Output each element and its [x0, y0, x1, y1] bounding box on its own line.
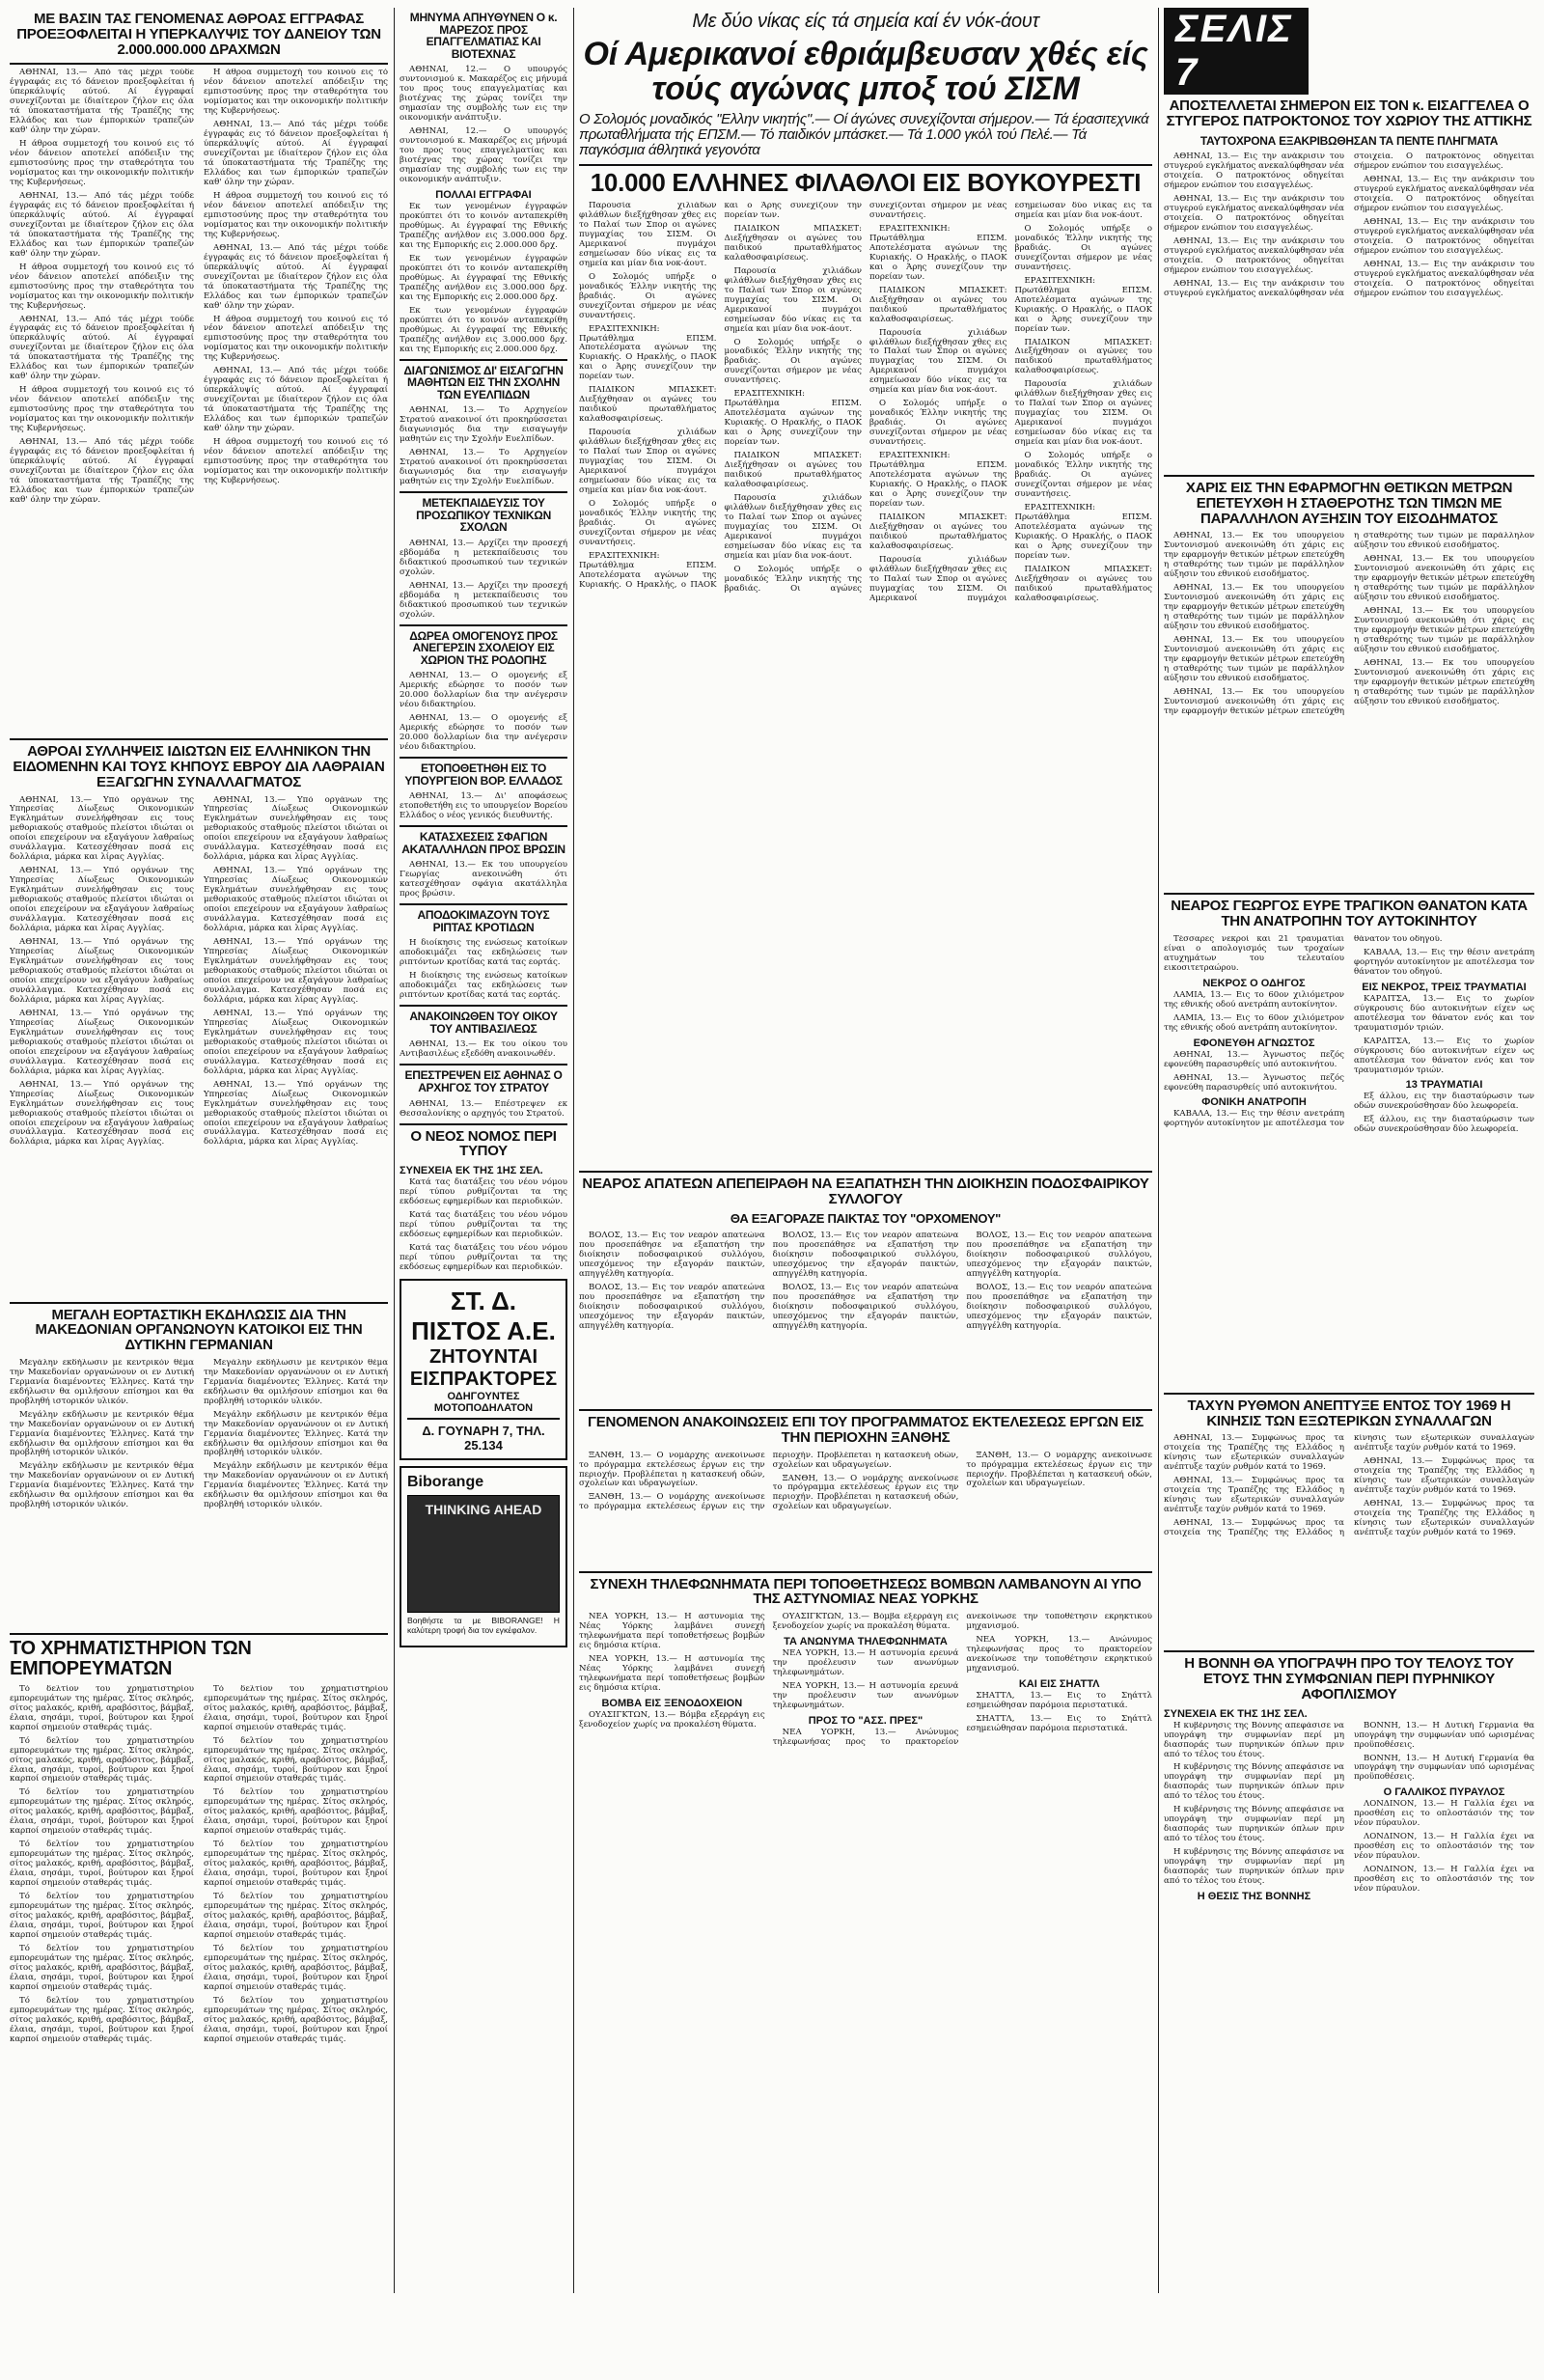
headline: ΜΕΓΑΛΗ ΕΟΡΤΑΣΤΙΚΗ ΕΚΔΗΛΩΣΙΣ ΔΙΑ ΤΗΝ ΜΑΚΕΔΟΝΙΑΝ ΟΡΓΑΝΩΝΟΥΝ ΚΑΤΟΙΚΟΙ ΕΙΣ ΤΗΝ ΔΥΤΙΚΗΝ ΓΕΡΜΑΝΙΑΝ	[35, 1306, 363, 1353]
paragraph: Τό δελτίον του χρηματιστηρίου εμπορευμάτων της ημέρας. Σίτος σκληρός, σίτος μαλακός, κριθή, αραβόσιτος, βάμβαξ, έλαια, σησάμι, τυροί, βούτυρον και ξηροί καρποί σημειούν σταθεράς τιμάς.	[204, 1735, 388, 1785]
subheadline: ΘΑ ΕΞΑΓΟΡΑΖΕ ΠΑΙΚΤΑΣ ΤΟΥ "ΟΡΧΟΜΕΝΟΥ"	[730, 1211, 1002, 1227]
article-body	[10, 69, 388, 734]
headline: ΜΕ ΒΑΣΙΝ ΤΑΣ ΓΕΝΟΜΕΝΑΣ ΑΘΡΟΑΣ ΕΓΓΡΑΦΑΣ ΠΡΟΕΞΟΦΛΕΙΤΑΙ Η ΥΠΕΡΚΑΛΥΨΙΣ ΤΟΥ ΔΑΝΕΙΟΥ ΤΩΝ 2.000.000.000 ΔΡΑΧΜΩΝ	[16, 11, 381, 58]
paragraph: ΚΑΡΔΙΤΣΑ, 13.— Εις το χωρίον σύγκρουσις δύο αυτοκινήτων είχεν ως αποτέλεσμα τον θάνατον ενός και τον τραυματισμόν τριών.	[1354, 993, 1534, 1033]
paragraph: ΠΑΙΔΙΚΟΝ ΜΠΑΣΚΕΤ: Διεξήχθησαν οι αγώνες του παιδικού πρωταθλήματος καλαθοσφαιρίσεως.	[869, 285, 1007, 324]
article-body	[1164, 532, 1534, 889]
paragraph: ΒΟΛΟΣ, 13.— Εις τον νεαρόν απατεώνα που προσεπάθησε να εξαπατήση την διοίκησιν ποδοσφαιρικού συλλόγου, υπεσχόμενος την εξαγοράν παικτών, απηγγέλθη κατηγορία.	[579, 1232, 765, 1279]
paragraph: Παρουσία χιλιάδων φιλάθλων διεξήχθησαν χθες εις το Παλαί των Σπορ οι αγώνες πυγμαχίας του ΣΙΣΜ. Οι Αμερικανοί πυγμάχοι εσημείωσαν δύο νίκας εις τα σημεία και μίαν δια νοκ-άουτ.	[724, 265, 862, 334]
column-left	[10, 8, 388, 2380]
paragraph: Τό δελτίον του χρηματιστηρίου εμπορευμάτων της ημέρας. Σίτος σκληρός, σίτος μαλακός, κριθή, αραβόσιτος, βάμβαξ, έλαια, σησάμι, τυροί, βούτυρον και ξηροί καρποί σημειούν σταθεράς τιμάς.	[10, 1735, 194, 1785]
paragraph: ΑΘΗΝΑΙ, 13.— Εις την ανάκρισιν του στυγερού εγκλήματος ανεκαλύφθησαν νέα στοιχεία. Ο πατροκτόνος οδηγείται σήμερον ενώπιον του εισαγγελέως.	[1354, 259, 1534, 298]
paragraph: Εξ άλλου, εις την διασταύρωσιν των οδών συνεκρούσθησαν δύο λεωφορεία.	[1354, 1092, 1534, 1112]
paragraph: Εκ των γενομένων έγγραφών προκύπτει ότι το κοινόν ανταπεκρίθη προθύμως. Αι έγγραφαί της Εθνικής Τραπέζης ανήλθον εις 3.000.000 δρχ. και της Εμπορικής εις 2.000.000 δρχ.	[400, 305, 567, 354]
paragraph: ΞΑΝΘΗ, 13.— Ο νομάρχης ανεκοίνωσε το πρόγραμμα εκτελέσεως έργων εις την περιοχήν. Προβλέπεται η κατασκευή οδών, σχολείων και υδραγωγείων.	[772, 1473, 959, 1512]
headline: ΓΕΝΟΜΕΝΟΝ ΑΝΑΚΟΙΝΩΣΕΙΣ ΕΠΙ ΤΟΥ ΠΡΟΓΡΑΜΜΑΤΟΣ ΕΚΤΕΛΕΣΕΩΣ ΕΡΓΩΝ ΕΙΣ ΤΗΝ ΠΕΡΙΟΧΗΝ ΞΑΝΘΗΣ	[588, 1414, 1144, 1446]
paragraph: Ο Σολομός υπήρξε ο μοναδικός Έλλην νικητής της βραδιάς. Οι αγώνες συνεχίζονται σήμερον με νέας συναντήσεις.	[724, 337, 862, 386]
paragraph: ΣΗΑΤΤΛ, 13.— Εις το Σηάττλ εσημειώθησαν παρόμοια περιστατικά.	[966, 1690, 1152, 1710]
paragraph: Εκ των γενομένων έγγραφών προκύπτει ότι το κοινόν ανταπεκρίθη προθύμως. Αι έγγραφαί της Εθνικής Τραπέζης ανήλθον εις 3.000.000 δρχ. και της Εμπορικής εις 2.000.000 δρχ.	[400, 253, 567, 302]
paragraph: ΚΑΒΑΛΑ, 13.— Εις την θέσιν ανετράπη φορτηγόν αυτοκίνητον με αποτέλεσμα τον θάνατον του οδηγού.	[1354, 947, 1534, 977]
ad-title: ΣΤ. Δ. ΠΙΣΤΟΣ Α.Ε.	[411, 1286, 556, 1345]
paragraph: Η διοίκησις της ενώσεως κατοίκων αποδοκιμάζει τας εκδηλώσεις των ριπτόντων κροτίδας κατά τας εορτάς.	[400, 938, 567, 968]
paragraph: ΒΟΛΟΣ, 13.— Εις τον νεαρόν απατεώνα που προσεπάθησε να εξαπατήση την διοίκησιν ποδοσφαιρικού συλλόγου, υπεσχόμενος την εξαγοράν παικτών, απηγγέλθη κατηγορία.	[579, 1282, 765, 1331]
headline: ΧΑΡΙΣ ΕΙΣ ΤΗΝ ΕΦΑΡΜΟΓΗΝ ΘΕΤΙΚΩΝ ΜΕΤΡΩΝ ΕΠΕΤΕΥΧΘΗ Η ΣΤΑΘΕΡΟΤΗΣ ΤΩΝ ΤΙΜΩΝ ΜΕ ΠΑΡΑΛΛΗΛΟΝ ΑΥΞΗΣΙΝ ΤΟΥ ΕΙΣΟΔΗΜΑΤΟΣ	[1185, 480, 1513, 527]
paragraph: Ο Σολομός υπήρξε ο μοναδικός Έλλην νικητής της βραδιάς. Οι αγώνες συνεχίζονται σήμερον με νέας συναντήσεις.	[579, 499, 717, 547]
paragraph: Ο Σολομός υπήρξε ο μοναδικός Έλλην νικητής της βραδιάς. Οι αγώνες συνεχίζονται σήμερον με νέας συναντήσεις.	[579, 271, 717, 320]
paragraph: Κατά τας διατάξεις του νέου νόμου περί τύπου ρυθμίζονται τα της εκδόσεως εφημερίδων και περιοδικών.	[400, 1242, 567, 1272]
paragraph: ΞΑΝΘΗ, 13.— Ο νομάρχης ανεκοίνωσε το πρόγραμμα εκτελέσεως έργων εις την περιοχήν. Προβλέπεται η κατασκευή οδών, σχολείων και υδραγωγείων.	[579, 1451, 959, 1512]
paragraph: ΞΑΝΘΗ, 13.— Ο νομάρχης ανεκοίνωσε το πρόγραμμα εκτελέσεως έργων εις την περιοχήν. Προβλέπεται η κατασκευή οδών, σχολείων και υδραγωγείων.	[579, 1451, 765, 1489]
column-rule	[1158, 8, 1159, 2293]
paragraph: ΑΘΗΝΑΙ, 13.— Άγνωστος πεζός εφονεύθη παρασυρθείς υπό αυτοκινήτου.	[1164, 1049, 1344, 1069]
paragraph: ΠΑΙΔΙΚΟΝ ΜΠΑΣΚΕΤ: Διεξήχθησαν οι αγώνες του παιδικού πρωταθλήματος καλαθοσφαιρίσεως.	[869, 512, 1007, 551]
advertisement-biborange	[400, 1466, 567, 1647]
article-body	[579, 1613, 1152, 2008]
paragraph: ΚΑΡΔΙΤΣΑ, 13.— Εις το χωρίον σύγκρουσις δύο αυτοκινήτων είχεν ως αποτέλεσμα τον θάνατον ενός και τον τραυματισμόν τριών.	[1354, 1036, 1534, 1075]
kicker: Με δύο νίκας είς τά σημεία καί έν νόκ-άουτ	[692, 11, 1039, 32]
main-story	[579, 8, 1152, 2008]
paragraph: Τό δελτίον του χρηματιστηρίου εμπορευμάτων της ημέρας. Σίτος σκληρός, σίτος μαλακός, κριθή, αραβόσιτος, βάμβαξ, έλαια, σησάμι, τυροί, βούτυρον και ξηροί καρποί σημειούν σταθεράς τιμάς.	[204, 1684, 388, 1732]
paragraph: Μεγάλην εκδήλωσιν με κεντρικόν θέμα την Μακεδονίαν οργανώνουν οι εν Δυτική Γερμανία διαμένοντες Έλληνες. Κατά την εκδήλωσιν θα ομιλήσουν επίσημοι και θα προβληθή ιστορικόν υλικόν.	[10, 1461, 194, 1510]
paragraph: Τό δελτίον του χρηματιστηρίου εμπορευμάτων της ημέρας. Σίτος σκληρός, σίτος μαλακός, κριθή, αραβόσιτος, βάμβαξ, έλαια, σησάμι, τυροί, βούτυρον και ξηροί καρποί σημειούν σταθεράς τιμάς.	[10, 1840, 194, 1889]
article-body	[579, 1232, 1152, 1405]
paragraph: Κατά τας διατάξεις του νέου νόμου περί τύπου ρυθμίζονται τα της εκδόσεως εφημερίδων και περιοδικών.	[400, 1177, 567, 1206]
article-body	[1164, 1434, 1534, 1647]
paragraph: ΛΑΜΙΑ, 13.— Εις το 60ον χιλιόμετρον της εθνικής οδού ανετράπη αυτοκίνητον.	[1164, 989, 1344, 1010]
paragraph: ΒΟΛΟΣ, 13.— Εις τον νεαρόν απατεώνα που προσεπάθησε να εξαπατήση την διοίκησιν ποδοσφαιρικού συλλόγου, υπεσχόμενος την εξαγοράν παικτών, απηγγέλθη κατηγορία.	[772, 1232, 959, 1279]
paragraph: ΑΘΗΝΑΙ, 13.— Εκ του υπουργείου Συντονισμού ανεκοινώθη ότι χάρις εις την εφαρμογήν θετικών μέτρων επετεύχθη η σταθερότης των τιμών με παράλληλον αύξησιν του εθνικού εισοδήματος.	[1354, 657, 1534, 706]
paragraph: ΑΘΗΝΑΙ, 13.— Από τάς μέχρι τούδε έγγραφάς εις τό δάνειον προεξοφλείται ή ύπερκάλυψίς αύτού. Αί έγγραφαί συνεχίζονται με ίδιαίτερον ζήλον εις όλα τά ύποκαταστήματα τής Τραπέζης της Ελλάδος και των έμπορικών τραπεζών καθ' όλην την χώραν.	[10, 437, 194, 505]
paragraph: ΠΑΙΔΙΚΟΝ ΜΠΑΣΚΕΤ: Διεξήχθησαν οι αγώνες του παιδικού πρωταθλήματος καλαθοσφαιρίσεως.	[1014, 564, 1152, 603]
paragraph: ΑΘΗΝΑΙ, 13.— Υπό οργάνων της Υπηρεσίας Δίωξεως Οικονομικών Εγκλημάτων συνελήφθησαν εις τους μεθοριακούς σταθμούς πλείστοι ιδιώται οι οποίοι επεχείρουν να εξαγάγουν λαθραίως συνάλλαγμα. Κατεσχέθησαν ποσά εις δολλάρια, μάρκα και λίρας Αγγλίας.	[204, 866, 388, 934]
paragraph: ΒΟΝΝΗ, 13.— Η Δυτική Γερμανία θα υπογράψη την συμφωνίαν υπό ωρισμένας προϋποθέσεις.	[1354, 1721, 1534, 1750]
paragraph: ΑΘΗΝΑΙ, 13.— Συμφώνως προς τα στοιχεία της Τραπέζης της Ελλάδος η κίνησις των εξωτερικών συναλλαγών ανέπτυξε ταχύν ρυθμόν κατά το 1969.	[1354, 1456, 1534, 1496]
headline: ΜΕΤΕΚΠΑΙΔΕΥΣΙΣ ΤΟΥ ΠΡΟΣΩΠΙΚΟΥ ΤΕΧΝΙΚΩΝ ΣΧΟΛΩΝ	[416, 496, 551, 535]
subheading: ΕΦΟΝΕΥΘΗ ΑΓΝΩΣΤΟΣ	[1193, 1037, 1315, 1049]
paragraph: ΑΘΗΝΑΙ, 13.— Υπό οργάνων της Υπηρεσίας Δίωξεως Οικονομικών Εγκλημάτων συνελήφθησαν εις τους μεθοριακούς σταθμούς πλείστοι ιδιώται οι οποίοι επεχείρουν να εξαγάγουν λαθραίως συνάλλαγμα. Κατεσχέθησαν ποσά εις δολλάρια, μάρκα και λίρας Αγγλίας.	[10, 1008, 194, 1076]
headline: ΤΑΧΥΝ ΡΥΘΜΟΝ ΑΝΕΠΤΥΞΕ ΕΝΤΟΣ ΤΟΥ 1969 Η ΚΙΝΗΣΙΣ ΤΩΝ ΕΞΩΤΕΡΙΚΩΝ ΣΥΝΑΛΛΑΓΩΝ	[1187, 1397, 1511, 1429]
headline: ΔΩΡΕΑ ΟΜΟΓΕΝΟΥΣ ΠΡΟΣ ΑΝΕΓΕΡΣΙΝ ΣΧΟΛΕΙΟΥ ΕΙΣ ΧΩΡΙΟΝ ΤΗΣ ΡΟΔΟΠΗΣ	[409, 628, 558, 667]
paragraph: ΠΑΙΔΙΚΟΝ ΜΠΑΣΚΕΤ: Διεξήχθησαν οι αγώνες του παιδικού πρωταθλήματος καλαθοσφαιρίσεως.	[1014, 337, 1152, 376]
paragraph: ΑΘΗΝΑΙ, 13.— Ο ομογενής εξ Αμερικής εδώρησε το ποσόν των 20.000 δολλαρίων δια την ανέγερσιν νέου διδακτηρίου.	[400, 713, 567, 753]
paragraph: ΑΘΗΝΑΙ, 13.— Το Αρχηγείον Στρατού ανακοινοί ότι προκηρύσσεται διαγωνισμός δια την εισαγωγήν μαθητών εις την Σχολήν Ευελπίδων.	[400, 405, 567, 445]
paragraph: Η διοίκησις της ενώσεως κατοίκων αποδοκιμάζει τας εκδηλώσεις των ριπτόντων κροτίδας κατά τας εορτάς.	[400, 971, 567, 1001]
paragraph: Παρουσία χιλιάδων φιλάθλων διεξήχθησαν χθες εις το Παλαί των Σπορ οι αγώνες πυγμαχίας του ΣΙΣΜ. Οι Αμερικανοί πυγμάχοι εσημείωσαν δύο νίκας εις τα σημεία και μίαν δια νοκ-άουτ.	[1014, 379, 1152, 448]
paragraph: ΒΟΛΟΣ, 13.— Εις τον νεαρόν απατεώνα που προσεπάθησε να εξαπατήση την διοίκησιν ποδοσφαιρικού συλλόγου, υπεσχόμενος την εξαγοράν παικτών, απηγγέλθη κατηγορία.	[966, 1232, 1152, 1279]
paragraph: ΑΘΗΝΑΙ, 13.— Υπό οργάνων της Υπηρεσίας Δίωξεως Οικονομικών Εγκλημάτων συνελήφθησαν εις τους μεθοριακούς σταθμούς πλείστοι ιδιώται οι οποίοι επεχείρουν να εξαγάγουν λαθραίως συνάλλαγμα. Κατεσχέθησαν ποσά εις δολλάρια, μάρκα και λίρας Αγγλίας.	[10, 1079, 194, 1148]
paragraph: ΟΥΑΣΙΓΚΤΩΝ, 13.— Βόμβα εξερράγη εις ξενοδοχείον χωρίς να προκαλέση θύματα.	[579, 1709, 765, 1730]
paragraph: Η άθροα συμμετοχή του κοινού εις τό νέον δάνειον αποτελεί απόδειξιν της εμπιστοσύνης προς την σταθερότητα του νομίσματος και την οικονομικήν πολιτικήν της Κυβερνήσεως.	[204, 314, 388, 363]
headline: ΑΠΟΣΤΕΛΛΕΤΑΙ ΣΗΜΕΡΟΝ ΕΙΣ ΤΟΝ κ. ΕΙΣΑΓΓΕΛΕΑ Ο ΣΤΥΓΕΡΟΣ ΠΑΤΡΟΚΤΟΝΟΣ ΤΟΥ ΧΩΡΙΟΥ ΤΗΣ ΑΤΤΙΚΗΣ	[1166, 97, 1532, 129]
paragraph: ΕΡΑΣΙΤΕΧΝΙΚΗ: Πρωτάθλημα ΕΠΣΜ. Αποτελέσματα αγώνων της Κυριακής. Ο Ηρακλής, ο ΠΑΟΚ και ο Άρης συνεχίζουν την πορείαν των.	[579, 323, 717, 382]
paragraph: ΣΗΑΤΤΛ, 13.— Εις το Σηάττλ εσημειώθησαν παρόμοια περιστατικά.	[966, 1713, 1152, 1733]
paragraph: Κατά τας διατάξεις του νέου νόμου περί τύπου ρυθμίζονται τα της εκδόσεως εφημερίδων και περιοδικών.	[400, 1209, 567, 1239]
paragraph: Ο Σολομός υπήρξε ο μοναδικός Έλλην νικητής της βραδιάς. Οι αγώνες συνεχίζονται σήμερον με νέας συναντήσεις.	[869, 399, 1007, 448]
main-headline: Οί Αμερικανοί εθριάμβευσαν χθές είς τούς αγώνας μποξ τού ΣΙΣΜ	[583, 36, 1148, 107]
paragraph: ΑΘΗΝΑΙ, 13.— Συμφώνως προς τα στοιχεία της Τραπέζης της Ελλάδος η κίνησις των εξωτερικών συναλλαγών ανέπτυξε ταχύν ρυθμόν κατά το 1969.	[1164, 1476, 1344, 1515]
paragraph: Παρουσία χιλιάδων φιλάθλων διεξήχθησαν χθες εις το Παλαί των Σπορ οι αγώνες πυγμαχίας του ΣΙΣΜ. Οι Αμερικανοί πυγμάχοι εσημείωσαν δύο νίκας εις τα σημεία και μίαν δια νοκ-άουτ.	[579, 201, 717, 268]
paragraph: Η κυβέρνησις της Βόννης απεφάσισε να υπογράψη την συμφωνίαν περί μη διασποράς των πυρηνικών όπλων πριν από το τέλος του έτους.	[1164, 1762, 1344, 1802]
subheading: 13 ΤΡΑΥΜΑΤΙΑΙ	[1405, 1079, 1483, 1092]
headline: ΝΕΑΡΟΣ ΑΠΑΤΕΩΝ ΑΠΕΠΕΙΡΑΘΗ ΝΑ ΕΞΑΠΑΤΗΣΗ ΤΗΝ ΔΙΟΙΚΗΣΙΝ ΠΟΔΟΣΦΑΙΡΙΚΟΥ ΣΥΛΛΟΓΟΥ	[582, 1175, 1149, 1207]
subheading: ΤΑ ΑΝΩΝΥΜΑ ΤΗΛΕΦΩΝΗΜΑΤΑ	[784, 1636, 948, 1647]
headline: ΝΕΑΡΟΣ ΓΕΩΡΓΟΣ ΕΥΡΕ ΤΡΑΓΙΚΟΝ ΘΑΝΑΤΟΝ ΚΑΤΑ ΤΗΝ ΑΝΑΤΡΟΠΗΝ ΤΟΥ ΑΥΤΟΚΙΝΗΤΟΥ	[1171, 898, 1528, 930]
article-body	[10, 1685, 388, 2380]
paragraph: Εκ των γενομένων έγγραφών προκύπτει ότι το κοινόν ανταπεκρίθη προθύμως. Αι έγγραφαί της Εθνικής Τραπέζης ανήλθον εις 3.000.000 δρχ. και της Εμπορικής εις 2.000.000 δρχ.	[400, 202, 567, 250]
subheading: ΦΟΝΙΚΗ ΑΝΑΤΡΟΠΗ	[1201, 1096, 1307, 1109]
paragraph: ΚΑΒΑΛΑ, 13.— Εις την θέσιν ανετράπη φορτηγόν αυτοκίνητον με αποτέλεσμα τον θάνατον του οδηγού.	[1164, 934, 1443, 1129]
paragraph: ΑΘΗΝΑΙ, 13.— Υπό οργάνων της Υπηρεσίας Δίωξεως Οικονομικών Εγκλημάτων συνελήφθησαν εις τους μεθοριακούς σταθμούς πλείστοι ιδιώται οι οποίοι επεχείρουν να εξαγάγουν λαθραίως συνάλλαγμα. Κατεσχέθησαν ποσά εις δολλάρια, μάρκα και λίρας Αγγλίας.	[204, 937, 388, 1005]
paragraph: ΑΘΗΝΑΙ, 13.— Αρχίζει την προσεχή εβδομάδα η μετεκπαίδευσις του διδακτικού προσωπικού των τεχνικών σχολών.	[400, 538, 567, 577]
paragraph: ΑΘΗΝΑΙ, 13.— Αρχίζει την προσεχή εβδομάδα η μετεκπαίδευσις του διδακτικού προσωπικού των τεχνικών σχολών.	[400, 580, 567, 620]
article-body	[1164, 152, 1534, 471]
paragraph: ΑΘΗΝΑΙ, 13.— Το Αρχηγείον Στρατού ανακοινοί ότι προκηρύσσεται διαγωνισμός δια την εισαγωγήν μαθητών εις την Σχολήν Ευελπίδων.	[400, 448, 567, 487]
paragraph: ΑΘΗΝΑΙ, 13.— Συμφώνως προς τα στοιχεία της Τραπέζης της Ελλάδος η κίνησις των εξωτερικών συναλλαγών ανέπτυξε ταχύν ρυθμόν κατά το 1969.	[1164, 1434, 1344, 1473]
headline: ΕΠΕΣΤΡΕΨΕΝ ΕΙΣ ΑΘΗΝΑΣ Ο ΑΡΧΗΓΟΣ ΤΟΥ ΣΤΡΑΤΟΥ	[404, 1068, 563, 1094]
newspaper-page	[10, 8, 1534, 2293]
paragraph: ΑΘΗΝΑΙ, 13.— Εκ του υπουργείου Συντονισμού ανεκοινώθη ότι χάρις εις την εφαρμογήν θετικών μέτρων επετεύχθη η σταθερότης των τιμών με παράλληλον αύξησιν του εθνικού εισοδήματος.	[1354, 606, 1534, 654]
paragraph: Τό δελτίον του χρηματιστηρίου εμπορευμάτων της ημέρας. Σίτος σκληρός, σίτος μαλακός, κριθή, αραβόσιτος, βάμβαξ, έλαια, σησάμι, τυροί, βούτυρον και ξηροί καρποί σημειούν σταθεράς τιμάς.	[10, 1943, 194, 1992]
paragraph: ΒΟΛΟΣ, 13.— Εις τον νεαρόν απατεώνα που προσεπάθησε να εξαπατήση την διοίκησιν ποδοσφαιρικού συλλόγου, υπεσχόμενος την εξαγοράν παικτών, απηγγέλθη κατηγορία.	[966, 1282, 1152, 1331]
paragraph: Παρουσία χιλιάδων φιλάθλων διεξήχθησαν χθες εις το Παλαί των Σπορ οι αγώνες πυγμαχίας του ΣΙΣΜ. Οι Αμερικανοί πυγμάχοι εσημείωσαν δύο νίκας εις τα σημεία και μίαν δια νοκ-άουτ.	[869, 327, 1007, 396]
paragraph: Ο Σολομός υπήρξε ο μοναδικός Έλλην νικητής της βραδιάς. Οι αγώνες συνεχίζονται σήμερον με νέας συναντήσεις.	[1014, 223, 1152, 272]
paragraph: Η άθροα συμμετοχή του κοινού εις τό νέον δάνειον αποτελεί απόδειξιν της εμπιστοσύνης προς την σταθερότητα του νομίσματος και την οικονομικήν πολιτικήν της Κυβερνήσεως.	[204, 190, 388, 239]
paragraph: ΑΘΗΝΑΙ, 13.— Εις την ανάκρισιν του στυγερού εγκλήματος ανεκαλύφθησαν νέα στοιχεία. Ο πατροκτόνος οδηγείται σήμερον ενώπιον του εισαγγελέως.	[1164, 235, 1344, 275]
subheading: ΒΟΜΒΑ ΕΙΣ ΞΕΝΟΔΟΧΕΙΟΝ	[601, 1697, 743, 1709]
paragraph: ΑΘΗΝΑΙ, 13.— Εις την ανάκρισιν του στυγερού εγκλήματος ανεκαλύφθησαν νέα στοιχεία. Ο πατροκτόνος οδηγείται σήμερον ενώπιον του εισαγγελέως.	[1354, 216, 1534, 256]
article-body	[579, 202, 1152, 1167]
column-right	[1164, 8, 1534, 2108]
ad-line: ΟΔΗΓΟΥΝΤΕΣ ΜΟΤΟΠΟΔΗΛΑΤΟΝ	[433, 1390, 534, 1414]
subheading: Ο ΓΑΛΛΙΚΟΣ ΠΥΡΑΥΛΟΣ	[1383, 1786, 1505, 1799]
paragraph: ΑΘΗΝΑΙ, 13.— Δι' αποφάσεως ετοποθετήθη εις το υπουργείον Βορείου Ελλάδος ο νέος γενικός διευθυντής.	[400, 791, 567, 821]
subheading: ΕΙΣ ΝΕΚΡΟΣ, ΤΡΕΙΣ ΤΡΑΥΜΑΤΙΑΙ	[1362, 981, 1527, 993]
headline: ΤΟ ΧΡΗΜΑΤΙΣΤΗΡΙΟΝ ΤΩΝ ΕΜΠΟΡΕΥΜΑΤΩΝ	[10, 1637, 252, 1679]
column-rule	[394, 8, 395, 2293]
paragraph: ΑΘΗΝΑΙ, 12.— Ο υπουργός συντονισμού κ. Μακαρέζος εις μήνυμά του προς τους επαγγελματίας και βιοτέχνας της χώρας τονίζει την σημασίαν της συμβολής των εις την οικονομικήν ανάπτυξιν.	[400, 65, 567, 124]
paragraph: Μεγάλην εκδήλωσιν με κεντρικόν θέμα την Μακεδονίαν οργανώνουν οι εν Δυτική Γερμανία διαμένοντες Έλληνες. Κατά την εκδήλωσιν θα ομιλήσουν επίσημοι και θα προβληθή ιστορικόν υλικόν.	[204, 1358, 388, 1406]
paragraph: Τό δελτίον του χρηματιστηρίου εμπορευμάτων της ημέρας. Σίτος σκληρός, σίτος μαλακός, κριθή, αραβόσιτος, βάμβαξ, έλαια, σησάμι, τυροί, βούτυρον και ξηροί καρποί σημειούν σταθεράς τιμάς.	[204, 1995, 388, 2044]
paragraph: ΕΡΑΣΙΤΕΧΝΙΚΗ: Πρωτάθλημα ΕΠΣΜ. Αποτελέσματα αγώνων της Κυριακής. Ο Ηρακλής, ο ΠΑΟΚ και ο Άρης συνεχίζουν την πορείαν των.	[869, 451, 1007, 510]
paragraph: Τό δελτίον του χρηματιστηρίου εμπορευμάτων της ημέρας. Σίτος σκληρός, σίτος μαλακός, κριθή, αραβόσιτος, βάμβαξ, έλαια, σησάμι, τυροί, βούτυρον και ξηροί καρποί σημειούν σταθεράς τιμάς.	[204, 1892, 388, 1940]
paragraph: Η κυβέρνησις της Βόννης απεφάσισε να υπογράψη την συμφωνίαν περί μη διασποράς των πυρηνικών όπλων πριν από το τέλος του έτους.	[1164, 1721, 1344, 1759]
paragraph: Παρουσία χιλιάδων φιλάθλων διεξήχθησαν χθες εις το Παλαί των Σπορ οι αγώνες πυγμαχίας του ΣΙΣΜ. Οι Αμερικανοί πυγμάχοι εσημείωσαν δύο νίκας εις τα σημεία και μίαν δια νοκ-άουτ.	[724, 493, 862, 561]
article-body	[1164, 1722, 1534, 2108]
paragraph: ΑΘΗΝΑΙ, 13.— Εις την ανάκρισιν του στυγερού εγκλήματος ανεκαλύφθησαν νέα στοιχεία. Ο πατροκτόνος οδηγείται σήμερον ενώπιον του εισαγγελέως.	[1164, 152, 1344, 190]
headline: ΕΤΟΠΟΘΕΤΗΘΗ ΕΙΣ ΤΟ ΥΠΟΥΡΓΕΙΟΝ ΒΟΡ. ΕΛΛΑΔΟΣ	[404, 761, 563, 788]
article-body	[1164, 935, 1534, 1389]
column-rule	[573, 8, 574, 2293]
headline: Ο ΝΕΟΣ ΝΟΜΟΣ ΠΕΡΙ ΤΥΠΟΥ	[410, 1127, 557, 1160]
subheading: Η ΘΕΣΙΣ ΤΗΣ ΒΟΝΝΗΣ	[1197, 1891, 1311, 1903]
paragraph: Η κυβέρνησις της Βόννης απεφάσισε να υπογράψη την συμφωνίαν περί μη διασποράς των πυρηνικών όπλων πριν από το τέλος του έτους.	[1164, 1847, 1344, 1887]
paragraph: ΑΘΗΝΑΙ, 13.— Από τάς μέχρι τούδε έγγραφάς εις τό δάνειον προεξοφλείται ή ύπερκάλυψίς αύτού. Αί έγγραφαί συνεχίζονται με ίδιαίτερον ζήλον εις όλα τά ύποκαταστήματα τής Τραπέζης της Ελλάδος και των έμπορικών τραπεζών καθ' όλην την χώραν.	[10, 314, 194, 382]
paragraph: ΑΘΗΝΑΙ, 13.— Εις την ανάκρισιν του στυγερού εγκλήματος ανεκαλύφθησαν νέα στοιχεία. Ο πατροκτόνος οδηγείται σήμερον ενώπιον του εισαγγελέως.	[1354, 175, 1534, 213]
paragraph: ΑΘΗΝΑΙ, 13.— Εκ του υπουργείου Συντονισμού ανεκοινώθη ότι χάρις εις την εφαρμογήν θετικών μέτρων επετεύχθη η σταθερότης των τιμών με παράλληλον αύξησιν του εθνικού εισοδήματος.	[1164, 583, 1344, 632]
paragraph: Παρουσία χιλιάδων φιλάθλων διεξήχθησαν χθες εις το Παλαί των Σπορ οι αγώνες πυγμαχίας του ΣΙΣΜ. Οι Αμερικανοί πυγμάχοι εσημείωσαν δύο νίκας εις τα σημεία και μίαν δια νοκ-άουτ.	[579, 428, 717, 496]
paragraph: ΝΕΑ ΥΟΡΚΗ, 13.— Ανώνυμος τηλεφωνήσας προς το πρακτορείον ανεκοίνωσε την τοποθέτησιν εκρηκτικού μηχανισμού.	[772, 1613, 1152, 1747]
paragraph: ΕΡΑΣΙΤΕΧΝΙΚΗ: Πρωτάθλημα ΕΠΣΜ. Αποτελέσματα αγώνων της Κυριακής. Ο Ηρακλής, ο ΠΑΟΚ και ο Άρης συνεχίζουν την πορείαν των.	[1014, 503, 1152, 561]
paragraph: ΑΘΗΝΑΙ, 13.— Από τάς μέχρι τούδε έγγραφάς εις τό δάνειον προεξοφλείται ή ύπερκάλυψίς αύτού. Αί έγγραφαί συνεχίζονται με ίδιαίτερον ζήλον εις όλα τά ύποκαταστήματα τής Τραπέζης της Ελλάδος και των έμπορικών τραπεζών καθ' όλην την χώραν.	[204, 242, 388, 311]
subheadline: ΤΑΥΤΟΧΡΟΝΑ ΕΞΑΚΡΙΒΩΘΗΣΑΝ ΤΑ ΠΕΝΤΕ ΠΛΗΓΜΑΤΑ	[1199, 133, 1499, 148]
paragraph: Η κυβέρνησις της Βόννης απεφάσισε να υπογράψη την συμφωνίαν περί μη διασποράς των πυρηνικών όπλων πριν από το τέλος του έτους.	[1164, 1805, 1344, 1844]
paragraph: Τό δελτίον του χρηματιστηρίου εμπορευμάτων της ημέρας. Σίτος σκληρός, σίτος μαλακός, κριθή, αραβόσιτος, βάμβαξ, έλαια, σησάμι, τυροί, βούτυρον και ξηροί καρποί σημειούν σταθεράς τιμάς.	[10, 1995, 194, 2044]
paragraph: ΑΘΗΝΑΙ, 13.— Από τάς μέχρι τούδε έγγραφάς εις τό δάνειον προεξοφλείται ή ύπερκάλυψίς αύτού. Αί έγγραφαί συνεχίζονται με ίδιαίτερον ζήλον εις όλα τά ύποκαταστήματα τής Τραπέζης της Ελλάδος και των έμπορικών τραπεζών καθ' όλην την χώραν.	[10, 190, 194, 259]
paragraph: ΑΘΗΝΑΙ, 13.— Άγνωστος πεζός εφονεύθη παρασυρθείς υπό αυτοκινήτου.	[1164, 1072, 1344, 1093]
headline: ΑΝΑΚΟΙΝΩΘΕΝ ΤΟΥ ΟΙΚΟΥ ΤΟΥ ΑΝΤΙΒΑΣΙΛΕΩΣ	[409, 1010, 558, 1036]
paragraph: ΑΘΗΝΑΙ, 13.— Υπό οργάνων της Υπηρεσίας Δίωξεως Οικονομικών Εγκλημάτων συνελήφθησαν εις τους μεθοριακούς σταθμούς πλείστοι ιδιώται οι οποίοι επεχείρουν να εξαγάγουν λαθραίως συνάλλαγμα. Κατεσχέθησαν ποσά εις δολλάρια, μάρκα και λίρας Αγγλίας.	[204, 1079, 388, 1148]
paragraph: Τό δελτίον του χρηματιστηρίου εμπορευμάτων της ημέρας. Σίτος σκληρός, σίτος μαλακός, κριθή, αραβόσιτος, βάμβαξ, έλαια, σησάμι, τυροί, βούτυρον και ξηροί καρποί σημειούν σταθεράς τιμάς.	[204, 1943, 388, 1992]
headline: ΚΑΤΑΣΧΕΣΕΙΣ ΣΦΑΓΙΩΝ ΑΚΑΤΑΛΛΗΛΩΝ ΠΡΟΣ ΒΡΩΣΙΝ	[401, 830, 565, 856]
paragraph: ΕΡΑΣΙΤΕΧΝΙΚΗ: Πρωτάθλημα ΕΠΣΜ. Αποτελέσματα αγώνων της Κυριακής. Ο Ηρακλής, ο ΠΑΟΚ και ο Άρης συνεχίζουν την πορείαν των.	[724, 389, 862, 448]
paragraph: Μεγάλην εκδήλωσιν με κεντρικόν θέμα την Μακεδονίαν οργανώνουν οι εν Δυτική Γερμανία διαμένοντες Έλληνες. Κατά την εκδήλωσιν θα ομιλήσουν επίσημοι και θα προβληθή ιστορικόν υλικόν.	[204, 1461, 388, 1510]
paragraph: ΟΥΑΣΙΓΚΤΩΝ, 13.— Βόμβα εξερράγη εις ξενοδοχείον χωρίς να προκαλέση θύματα.	[772, 1613, 959, 1632]
article-body	[10, 796, 388, 1298]
paragraph: ΛΟΝΔΙΝΟΝ, 13.— Η Γαλλία έχει να προσθέση εις το οπλοστάσιόν της τον νέον πύραυλον.	[1354, 1865, 1534, 1895]
paragraph: ΑΘΗΝΑΙ, 13.— Εκ του υπουργείου Συντονισμού ανεκοινώθη ότι χάρις εις την εφαρμογήν θετικών μέτρων επετεύχθη η σταθερότης των τιμών με παράλληλον αύξησιν του εθνικού εισοδήματος.	[1164, 635, 1344, 683]
ad-line: ΖΗΤΟΥΝΤΑΙ	[428, 1345, 538, 1368]
paragraph: ΝΕΑ ΥΟΡΚΗ, 13.— Η αστυνομία ερευνά την προέλευσιν των ανωνύμων τηλεφωνημάτων.	[772, 1648, 959, 1677]
paragraph: ΑΘΗΝΑΙ, 13.— Εκ του υπουργείου Συντονισμού ανεκοινώθη ότι χάρις εις την εφαρμογήν θετικών μέτρων επετεύχθη η σταθερότης των τιμών με παράλληλον αύξησιν του εθνικού εισοδήματος.	[1354, 554, 1534, 603]
ad-photo-caption: THINKING AHEAD	[425, 1501, 542, 1517]
headline: ΑΠΟΔΟΚΙΜΑΖΟΥΝ ΤΟΥΣ ΡΙΠΤΑΣ ΚΡΟΤΙΔΩΝ	[417, 908, 550, 934]
ad-line: ΕΙΣΠΡΑΚΤΟΡΕΣ	[409, 1368, 558, 1390]
page-number-logo: ΣΕΛΙΣ 7	[1164, 8, 1309, 95]
paragraph: Τό δελτίον του χρηματιστηρίου εμπορευμάτων της ημέρας. Σίτος σκληρός, σίτος μαλακός, κριθή, αραβόσιτος, βάμβαξ, έλαια, σησάμι, τυροί, βούτυρον και ξηροί καρποί σημειούν σταθεράς τιμάς.	[10, 1684, 194, 1732]
paragraph: ΑΘΗΝΑΙ, 13.— Συμφώνως προς τα στοιχεία της Τραπέζης της Ελλάδος η κίνησις των εξωτερικών συναλλαγών ανέπτυξε ταχύν ρυθμόν κατά το 1969.	[1354, 1499, 1534, 1538]
paragraph: ΑΘΗΝΑΙ, 13.— Εκ του υπουργείου Γεωργίας ανεκοινώθη ότι κατεσχέθησαν σφάγια ακατάλληλα προς βρώσιν.	[400, 860, 567, 899]
headline: ΑΘΡΟΑΙ ΣΥΛΛΗΨΕΙΣ ΙΔΙΩΤΩΝ ΕΙΣ ΕΛΛΗΝΙΚΟΝ ΤΗΝ ΕΙΔΟΜΕΝΗΝ ΚΑΙ ΤΟΥΣ ΚΗΠΟΥΣ ΕΒΡΟΥ ΔΙΑ ΛΑΘΡΑΙΑΝ ΕΞΑΓΩΓΗΝ ΣΥΝΑΛΛΑΓΜΑΤΟΣ	[13, 743, 385, 790]
paragraph: Τό δελτίον του χρηματιστηρίου εμπορευμάτων της ημέρας. Σίτος σκληρός, σίτος μαλακός, κριθή, αραβόσιτος, βάμβαξ, έλαια, σησάμι, τυροί, βούτυρον και ξηροί καρποί σημειούν σταθεράς τιμάς.	[204, 1787, 388, 1837]
paragraph: Τό δελτίον του χρηματιστηρίου εμπορευμάτων της ημέρας. Σίτος σκληρός, σίτος μαλακός, κριθή, αραβόσιτος, βάμβαξ, έλαια, σησάμι, τυροί, βούτυρον και ξηροί καρποί σημειούν σταθεράς τιμάς.	[204, 1840, 388, 1889]
paragraph: ΠΑΙΔΙΚΟΝ ΜΠΑΣΚΕΤ: Διεξήχθησαν οι αγώνες του παιδικού πρωταθλήματος καλαθοσφαιρίσεως.	[579, 385, 717, 425]
headline: Η ΒΟΝΝΗ ΘΑ ΥΠΟΓΡΑΨΗ ΠΡΟ ΤΟΥ ΤΕΛΟΥΣ ΤΟΥ ΕΤΟΥΣ ΤΗΝ ΣΥΜΦΩΝΙΑΝ ΠΕΡΙ ΠΥΡΗΝΙΚΟΥ ΑΦΟΠΛΙΣΜΟΥ	[1184, 1655, 1514, 1702]
paragraph: Ο Σολομός υπήρξε ο μοναδικός Έλλην νικητής της βραδιάς. Οι αγώνες συνεχίζονται σήμερον με νέας συναντήσεις.	[1014, 451, 1152, 500]
paragraph: ΕΡΑΣΙΤΕΧΝΙΚΗ: Πρωτάθλημα ΕΠΣΜ. Αποτελέσματα αγώνων της Κυριακής. Ο Ηρακλής, ο ΠΑΟΚ και ο Άρης συνεχίζουν την πορείαν των.	[869, 223, 1007, 282]
paragraph: ΛΟΝΔΙΝΟΝ, 13.— Η Γαλλία έχει να προσθέση εις το οπλοστάσιόν της τον νέον πύραυλον.	[1354, 1832, 1534, 1862]
paragraph: Η άθροα συμμετοχή του κοινού εις τό νέον δάνειον αποτελεί απόδειξιν της εμπιστοσύνης προς την σταθερότητα του νομίσματος και την οικονομικήν πολιτικήν της Κυβερνήσεως.	[10, 385, 194, 434]
paragraph: ΛΑΜΙΑ, 13.— Εις το 60ον χιλιόμετρον της εθνικής οδού ανετράπη αυτοκίνητον.	[1164, 1012, 1344, 1033]
headline: ΣΥΝΕΧΗ ΤΗΛΕΦΩΝΗΜΑΤΑ ΠΕΡΙ ΤΟΠΟΘΕΤΗΣΕΩΣ ΒΟΜΒΩΝ ΛΑΜΒΑΝΟΥΝ ΑΙ ΥΠΟ ΤΗΣ ΑΣΤΥΝΟΜΙΑΣ ΝΕΑΣ ΥΟΡΚΗΣ	[590, 1575, 1142, 1608]
paragraph: Μεγάλην εκδήλωσιν με κεντρικόν θέμα την Μακεδονίαν οργανώνουν οι εν Δυτική Γερμανία διαμένοντες Έλληνες. Κατά την εκδήλωσιν θα ομιλήσουν επίσημοι και θα προβληθή ιστορικόν υλικόν.	[10, 1358, 194, 1406]
paragraph: ΝΕΑ ΥΟΡΚΗ, 13.— Η αστυνομία της Νέας Υόρκης λαμβάνει συνεχή τηλεφωνήματα περί τοποθετήσεως βομβών εις δημόσια κτίρια.	[579, 1613, 765, 1650]
continued-label: ΣΥΝΕΧΕΙΑ ΕΚ ΤΗΣ 1ΗΣ ΣΕΛ.	[400, 1165, 543, 1177]
paragraph: ΑΘΗΝΑΙ, 13.— Εκ του υπουργείου Συντονισμού ανεκοινώθη ότι χάρις εις την εφαρμογήν θετικών μέτρων επετεύχθη η σταθερότης των τιμών με παράλληλον αύξησιν του εθνικού εισοδήματος.	[1164, 532, 1534, 716]
paragraph: Η άθροα συμμετοχή του κοινού εις τό νέον δάνειον αποτελεί απόδειξιν της εμπιστοσύνης προς την σταθερότητα του νομίσματος και την οικονομικήν πολιτικήν της Κυβερνήσεως.	[10, 139, 194, 187]
paragraph: Μεγάλην εκδήλωσιν με κεντρικόν θέμα την Μακεδονίαν οργανώνουν οι εν Δυτική Γερμανία διαμένοντες Έλληνες. Κατά την εκδήλωσιν θα ομιλήσουν επίσημοι και θα προβληθή ιστορικόν υλικόν.	[204, 1409, 388, 1458]
headline: ΜΗΝΥΜΑ ΑΠΗΥΘΥΝΕΝ Ο κ. ΜΑΡΕΖΟΣ ΠΡΟΣ ΕΠΑΓΓΕΛΜΑΤΙΑΣ ΚΑΙ ΒΙΟΤΕΧΝΑΣ	[409, 11, 558, 61]
paragraph: Η άθροα συμμετοχή του κοινού εις τό νέον δάνειον αποτελεί απόδειξιν της εμπιστοσύνης προς την σταθερότητα του νομίσματος και την οικονομικήν πολιτικήν της Κυβερνήσεως.	[204, 437, 388, 485]
paragraph: ΑΘΗΝΑΙ, 13.— Υπό οργάνων της Υπηρεσίας Δίωξεως Οικονομικών Εγκλημάτων συνελήφθησαν εις τους μεθοριακούς σταθμούς πλείστοι ιδιώται οι οποίοι επεχείρουν να εξαγάγουν λαθραίως συνάλλαγμα. Κατεσχέθησαν ποσά εις δολλάρια, μάρκα και λίρας Αγγλίας.	[204, 795, 388, 863]
subheading: ΠΟΛΛΑΙ ΕΓΓΡΑΦΑΙ	[435, 189, 532, 201]
paragraph: ΑΘΗΝΑΙ, 13.— Υπό οργάνων της Υπηρεσίας Δίωξεως Οικονομικών Εγκλημάτων συνελήφθησαν εις τους μεθοριακούς σταθμούς πλείστοι ιδιώται οι οποίοι επεχείρουν να εξαγάγουν λαθραίως συνάλλαγμα. Κατεσχέθησαν ποσά εις δολλάρια, μάρκα και λίρας Αγγλίας.	[204, 1008, 388, 1076]
paragraph: Μεγάλην εκδήλωσιν με κεντρικόν θέμα την Μακεδονίαν οργανώνουν οι εν Δυτική Γερμανία διαμένοντες Έλληνες. Κατά την εκδήλωσιν θα ομιλήσουν επίσημοι και θα προβληθή ιστορικόν υλικόν.	[10, 1409, 194, 1458]
paragraph: Η άθροα συμμετοχή του κοινού εις τό νέον δάνειον αποτελεί απόδειξιν της εμπιστοσύνης προς την σταθερότητα του νομίσματος και την οικονομικήν πολιτικήν της Κυβερνήσεως.	[204, 69, 388, 117]
paragraph: ΑΘΗΝΑΙ, 13.— Συμφώνως προς τα στοιχεία της Τραπέζης της Ελλάδος η κίνησις των εξωτερικών συναλλαγών ανέπτυξε ταχύν ρυθμόν κατά το 1969.	[1164, 1434, 1534, 1538]
paragraph: Εξ άλλου, εις την διασταύρωσιν των οδών συνεκρούσθησαν δύο λεωφορεία.	[1354, 1115, 1534, 1135]
paragraph: Τό δελτίον του χρηματιστηρίου εμπορευμάτων της ημέρας. Σίτος σκληρός, σίτος μαλακός, κριθή, αραβόσιτος, βάμβαξ, έλαια, σησάμι, τυροί, βούτυρον και ξηροί καρποί σημειούν σταθεράς τιμάς.	[10, 1787, 194, 1837]
paragraph: ΒΟΝΝΗ, 13.— Η Δυτική Γερμανία θα υπογράψη την συμφωνίαν υπό ωρισμένας προϋποθέσεις.	[1354, 1753, 1534, 1783]
paragraph: ΑΘΗΝΑΙ, 13.— Εκ του υπουργείου Συντονισμού ανεκοινώθη ότι χάρις εις την εφαρμογήν θετικών μέτρων επετεύχθη η σταθερότης των τιμών με παράλληλον αύξησιν του εθνικού εισοδήματος.	[1164, 532, 1344, 580]
paragraph: Τό δελτίον του χρηματιστηρίου εμπορευμάτων της ημέρας. Σίτος σκληρός, σίτος μαλακός, κριθή, αραβόσιτος, βάμβαξ, έλαια, σησάμι, τυροί, βούτυρον και ξηροί καρποί σημειούν σταθεράς τιμάς.	[10, 1892, 194, 1940]
paragraph: Τέσσαρες νεκροί και 21 τραυματίαι είναι ο απολογισμός των τροχαίων ατυχημάτων του τελευταίου εικοσιτετραώρου.	[1164, 934, 1344, 973]
paragraph: ΝΕΑ ΥΟΡΚΗ, 13.— Η αστυνομία της Νέας Υόρκης λαμβάνει συνεχή τηλεφωνήματα περί τοποθετήσεως βομβών εις δημόσια κτίρια.	[579, 1653, 765, 1693]
paragraph: ΞΑΝΘΗ, 13.— Ο νομάρχης ανεκοίνωσε το πρόγραμμα εκτελέσεως έργων εις την περιοχήν. Προβλέπεται η κατασκευή οδών, σχολείων και υδραγωγείων.	[966, 1451, 1152, 1489]
paragraph: Παρουσία χιλιάδων φιλάθλων διεξήχθησαν χθες εις το Παλαί των Σπορ οι αγώνες πυγμαχίας του ΣΙΣΜ. Οι Αμερικανοί πυγμάχοι εσημείωσαν δύο νίκας εις τα σημεία και μίαν δια νοκ-άουτ.	[869, 201, 1152, 603]
paragraph: ΑΘΗΝΑΙ, 13.— Ο ομογενής εξ Αμερικής εδώρησε το ποσόν των 20.000 δολλαρίων δια την ανέγερσιν νέου διδακτηρίου.	[400, 671, 567, 710]
paragraph: ΕΡΑΣΙΤΕΧΝΙΚΗ: Πρωτάθλημα ΕΠΣΜ. Αποτελέσματα αγώνων της Κυριακής. Ο Ηρακλής, ο ΠΑΟΚ και ο Άρης συνεχίζουν την πορείαν των.	[1014, 275, 1152, 334]
headline: 10.000 ΕΛΛΗΝΕΣ ΦΙΛΑΘΛΟΙ ΕΙΣ ΒΟΥΚΟΥΡΕΣΤΙ	[590, 167, 1142, 197]
paragraph: Η άθροα συμμετοχή του κοινού εις τό νέον δάνειον αποτελεί απόδειξιν της εμπιστοσύνης προς την σταθερότητα του νομίσματος και την οικονομικήν πολιτικήν της Κυβερνήσεως.	[10, 262, 194, 311]
paragraph: ΑΘΗΝΑΙ, 13.— Από τάς μέχρι τούδε έγγραφάς εις τό δάνειον προεξοφλείται ή ύπερκάλυψίς αύτού. Αί έγγραφαί συνεχίζονται με ίδιαίτερον ζήλον εις όλα τά ύποκαταστήματα τής Τραπέζης της Ελλάδος και των έμπορικών τραπεζών καθ' όλην την χώραν.	[204, 120, 388, 187]
ad-text: Βοηθήστε τα με BIBORANGE! Η καλύτερη τροφή δια τον εγκέφαλον.	[407, 1615, 560, 1635]
article-body	[579, 1452, 1152, 1567]
paragraph: ΝΕΑ ΥΟΡΚΗ, 13.— Ανώνυμος τηλεφωνήσας προς το πρακτορείον ανεκοίνωσε την τοποθέτησιν εκρηκτικού μηχανισμού.	[966, 1635, 1152, 1674]
paragraph: ΠΑΙΔΙΚΟΝ ΜΠΑΣΚΕΤ: Διεξήχθησαν οι αγώνες του παιδικού πρωταθλήματος καλαθοσφαιρίσεως.	[724, 451, 862, 490]
paragraph: ΑΘΗΝΑΙ, 13.— Υπό οργάνων της Υπηρεσίας Δίωξεως Οικονομικών Εγκλημάτων συνελήφθησαν εις τους μεθοριακούς σταθμούς πλείστοι ιδιώται οι οποίοι επεχείρουν να εξαγάγουν λαθραίως συνάλλαγμα. Κατεσχέθησαν ποσά εις δολλάρια, μάρκα και λίρας Αγγλίας.	[10, 795, 194, 863]
paragraph: ΕΡΑΣΙΤΕΧΝΙΚΗ: Πρωτάθλημα ΕΠΣΜ. Αποτελέσματα αγώνων της Κυριακής. Ο Ηρακλής, ο ΠΑΟΚ και ο Άρης συνεχίζουν την πορείαν των.	[579, 201, 862, 590]
paragraph: ΑΘΗΝΑΙ, 12.— Ο υπουργός συντονισμού κ. Μακαρέζος εις μήνυμά του προς τους επαγγελματίας και βιοτέχνας της χώρας τονίζει την σημασίαν της συμβολής των εις την οικονομικήν ανάπτυξιν.	[400, 126, 567, 185]
ad-address: Δ. ΓΟΥΝΑΡΗ 7, ΤΗΛ. 25.134	[422, 1423, 545, 1453]
article-body	[10, 1359, 388, 1629]
ad-photo	[407, 1495, 560, 1613]
subheading: ΝΕΚΡΟΣ Ο ΟΔΗΓΟΣ	[1202, 977, 1306, 989]
subheading: ΚΑΙ ΕΙΣ ΣΗΑΤΤΛ	[1018, 1677, 1100, 1690]
paragraph: ΑΘΗΝΑΙ, 13.— Εις την ανάκρισιν του στυγερού εγκλήματος ανεκαλύφθησαν νέα στοιχεία. Ο πατροκτόνος οδηγείται σήμερον ενώπιον του εισαγγελέως.	[1164, 193, 1344, 233]
paragraph: ΑΘΗΝΑΙ, 13.— Υπό οργάνων της Υπηρεσίας Δίωξεως Οικονομικών Εγκλημάτων συνελήφθησαν εις τους μεθοριακούς σταθμούς πλείστοι ιδιώται οι οποίοι επεχείρουν να εξαγάγουν λαθραίως συνάλλαγμα. Κατεσχέθησαν ποσά εις δολλάρια, μάρκα και λίρας Αγγλίας.	[10, 937, 194, 1005]
deck: Ο Σολομός μοναδικός "Ελλην νικητής".— Οί άγώνες συνεχίζονται σήμερον.— Τά έρασιτεχνικά πρωταθλήματα τής ΕΠΣΜ.— Τό παιδικόν μπάσκετ.— Τά 1.000 γκόλ τού Πελέ.— Τά παγκόσμια άθλητικά γεγονότα	[579, 111, 1149, 158]
paragraph: ΛΟΝΔΙΝΟΝ, 13.— Η Γαλλία έχει να προσθέση εις το οπλοστάσιόν της τον νέον πύραυλον.	[1354, 1799, 1534, 1829]
paragraph: ΠΑΙΔΙΚΟΝ ΜΠΑΣΚΕΤ: Διεξήχθησαν οι αγώνες του παιδικού πρωταθλήματος καλαθοσφαιρίσεως.	[724, 223, 862, 263]
continued-label: ΣΥΝΕΧΕΙΑ ΕΚ ΤΗΣ 1ΗΣ ΣΕΛ.	[1164, 1707, 1308, 1720]
headline: ΔΙΑΓΩΝΙΣΜΟΣ ΔΙ' ΕΙΣΑΓΩΓΗΝ ΜΑΘΗΤΩΝ ΕΙΣ ΤΗΝ ΣΧΟΛΗΝ ΤΩΝ ΕΥΕΛΠΙΔΩΝ	[403, 363, 564, 401]
paragraph: ΑΘΗΝΑΙ, 13.— Από τάς μέχρι τούδε έγγραφάς εις τό δάνειον προεξοφλείται ή ύπερκάλυψίς αύτού. Αί έγγραφαί συνεχίζονται με ίδιαίτερον ζήλον εις όλα τά ύποκαταστήματα τής Τραπέζης της Ελλάδος και των έμπορικών τραπεζών καθ' όλην την χώραν.	[10, 69, 194, 136]
paragraph: ΒΟΛΟΣ, 13.— Εις τον νεαρόν απατεώνα που προσεπάθησε να εξαπατήση την διοίκησιν ποδοσφαιρικού συλλόγου, υπεσχόμενος την εξαγοράν παικτών, απηγγέλθη κατηγορία.	[772, 1282, 959, 1331]
paragraph: ΑΘΗΝΑΙ, 13.— Εις την ανάκρισιν του στυγερού εγκλήματος ανεκαλύφθησαν νέα στοιχεία. Ο πατροκτόνος οδηγείται σήμερον ενώπιον του εισαγγελέως.	[1164, 152, 1534, 298]
paragraph: Ο Σολομός υπήρξε ο μοναδικός Έλλην νικητής της βραδιάς. Οι αγώνες συνεχίζονται σήμερον με νέας συναντήσεις.	[724, 201, 1007, 594]
paragraph: ΑΘΗΝΑΙ, 13.— Επέστρεψεν εκ Θεσσαλονίκης ο αρχηγός του Στρατού.	[400, 1098, 567, 1119]
column-second	[400, 8, 567, 1653]
ad-brand: Biborange	[407, 1473, 484, 1490]
paragraph: ΝΕΑ ΥΟΡΚΗ, 13.— Η αστυνομία ερευνά την προέλευσιν των ανωνύμων τηλεφωνημάτων.	[772, 1680, 959, 1710]
paragraph: ΑΘΗΝΑΙ, 13.— Από τάς μέχρι τούδε έγγραφάς εις τό δάνειον προεξοφλείται ή ύπερκάλυψίς αύτού. Αί έγγραφαί συνεχίζονται με ίδιαίτερον ζήλον εις όλα τά ύποκαταστήματα τής Τραπέζης της Ελλάδος και των έμπορικών τραπεζών καθ' όλην την χώραν.	[204, 366, 388, 434]
paragraph: ΑΘΗΝΑΙ, 13.— Υπό οργάνων της Υπηρεσίας Δίωξεως Οικονομικών Εγκλημάτων συνελήφθησαν εις τους μεθοριακούς σταθμούς πλείστοι ιδιώται οι οποίοι επεχείρουν να εξαγάγουν λαθραίως συνάλλαγμα. Κατεσχέθησαν ποσά εις δολλάρια, μάρκα και λίρας Αγγλίας.	[10, 866, 194, 934]
advertisement-pistos	[400, 1279, 567, 1460]
paragraph: ΑΘΗΝΑΙ, 13.— Εκ του οίκου του Αντιβασιλέως εξεδόθη ανακοινωθέν.	[400, 1039, 567, 1060]
subheading: ΠΡΟΣ ΤΟ "ΑΣΣ. ΠΡΕΣ"	[808, 1714, 924, 1727]
